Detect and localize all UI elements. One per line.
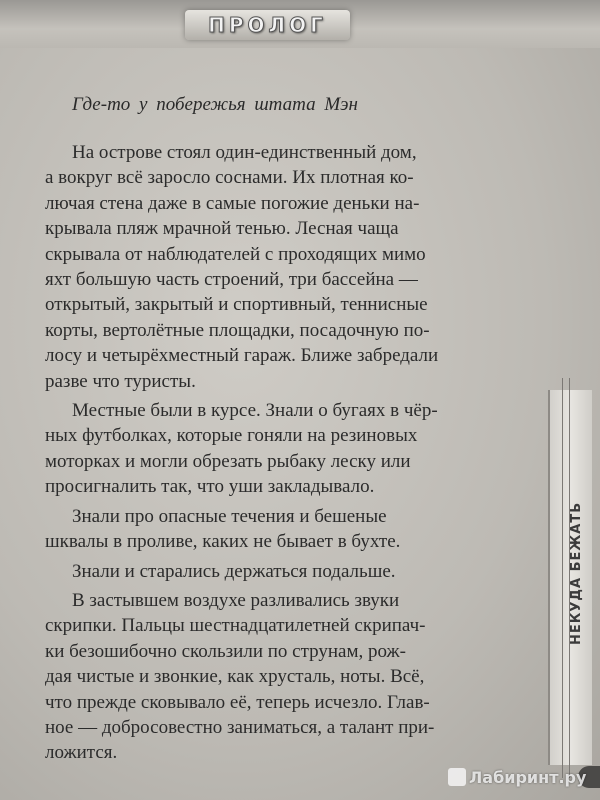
text-line: Знали про опасные течения и бешеные [72,505,387,527]
paragraph-5 [45,588,543,766]
paragraph-2 [45,398,543,500]
chapter-title: ПРОЛОГ [208,13,327,37]
watermark [448,766,586,790]
text-line: моторках и могли обрезать рыбаку леску или [45,450,411,472]
paragraph-3 [45,504,543,555]
text-line: ки безошибочно скользили по струнам, рож- [45,640,406,662]
text-line: ложится. [45,742,118,764]
text-line: лючая стена даже в самые погожие деньки на- [45,192,420,214]
text-line: шквалы в проливе, каких не бывает в бухте. [45,531,401,553]
text-line: Местные были в курсе. Знали о бугаях в чёр- [72,400,438,422]
body-text [45,140,543,766]
text-line: В застывшем воздухе разливались звуки [72,589,400,611]
text-line: На острове стоял один-единственный дом, [72,142,417,163]
paragraph-1 [45,140,543,394]
watermark-logo-icon [448,768,466,786]
paragraph-4 [45,559,543,584]
text-line: ное — добросовестно заниматься, а талант при- [45,716,435,738]
text-line: а вокруг всё заросло соснами. Их плотная ко- [45,167,414,189]
text-line: просигналить так, что уши закладывало. [45,476,375,498]
text-line: ных футболках, которые гоняли на резиновых [45,425,418,447]
location-line: Где-то у побережья штата Мэн [72,94,358,115]
text-line: дая чистые и звонкие, как хрусталь, ноты. Всё, [45,666,425,688]
text-line: Знали и старались держаться подальше. [72,560,396,582]
text-line: открытый, закрытый и спортивный, теннисные [45,294,428,316]
text-line: корты, вертолётные площадки, посадочную по- [45,319,430,341]
text-line: что прежде сковывало её, теперь исчезло. Глав- [45,691,430,713]
book-title-vertical: НЕКУДА БЕЖАТЬ [569,501,584,645]
text-line: крывала пляж мрачной тенью. Лесная чаща [45,218,399,240]
text-line: лосу и четырёхместный гараж. Ближе забредали [45,345,439,367]
text-line: скрывала от наблюдателей с проходящих мимо [45,243,426,265]
text-line: разве что туристы. [45,370,196,392]
text-line: яхт большую часть строений, три бассейна — [45,269,418,291]
watermark-text: Лабиринт.ру [469,768,587,787]
text-line: скрипки. Пальцы шестнадцатилетней скрипач- [45,615,426,637]
